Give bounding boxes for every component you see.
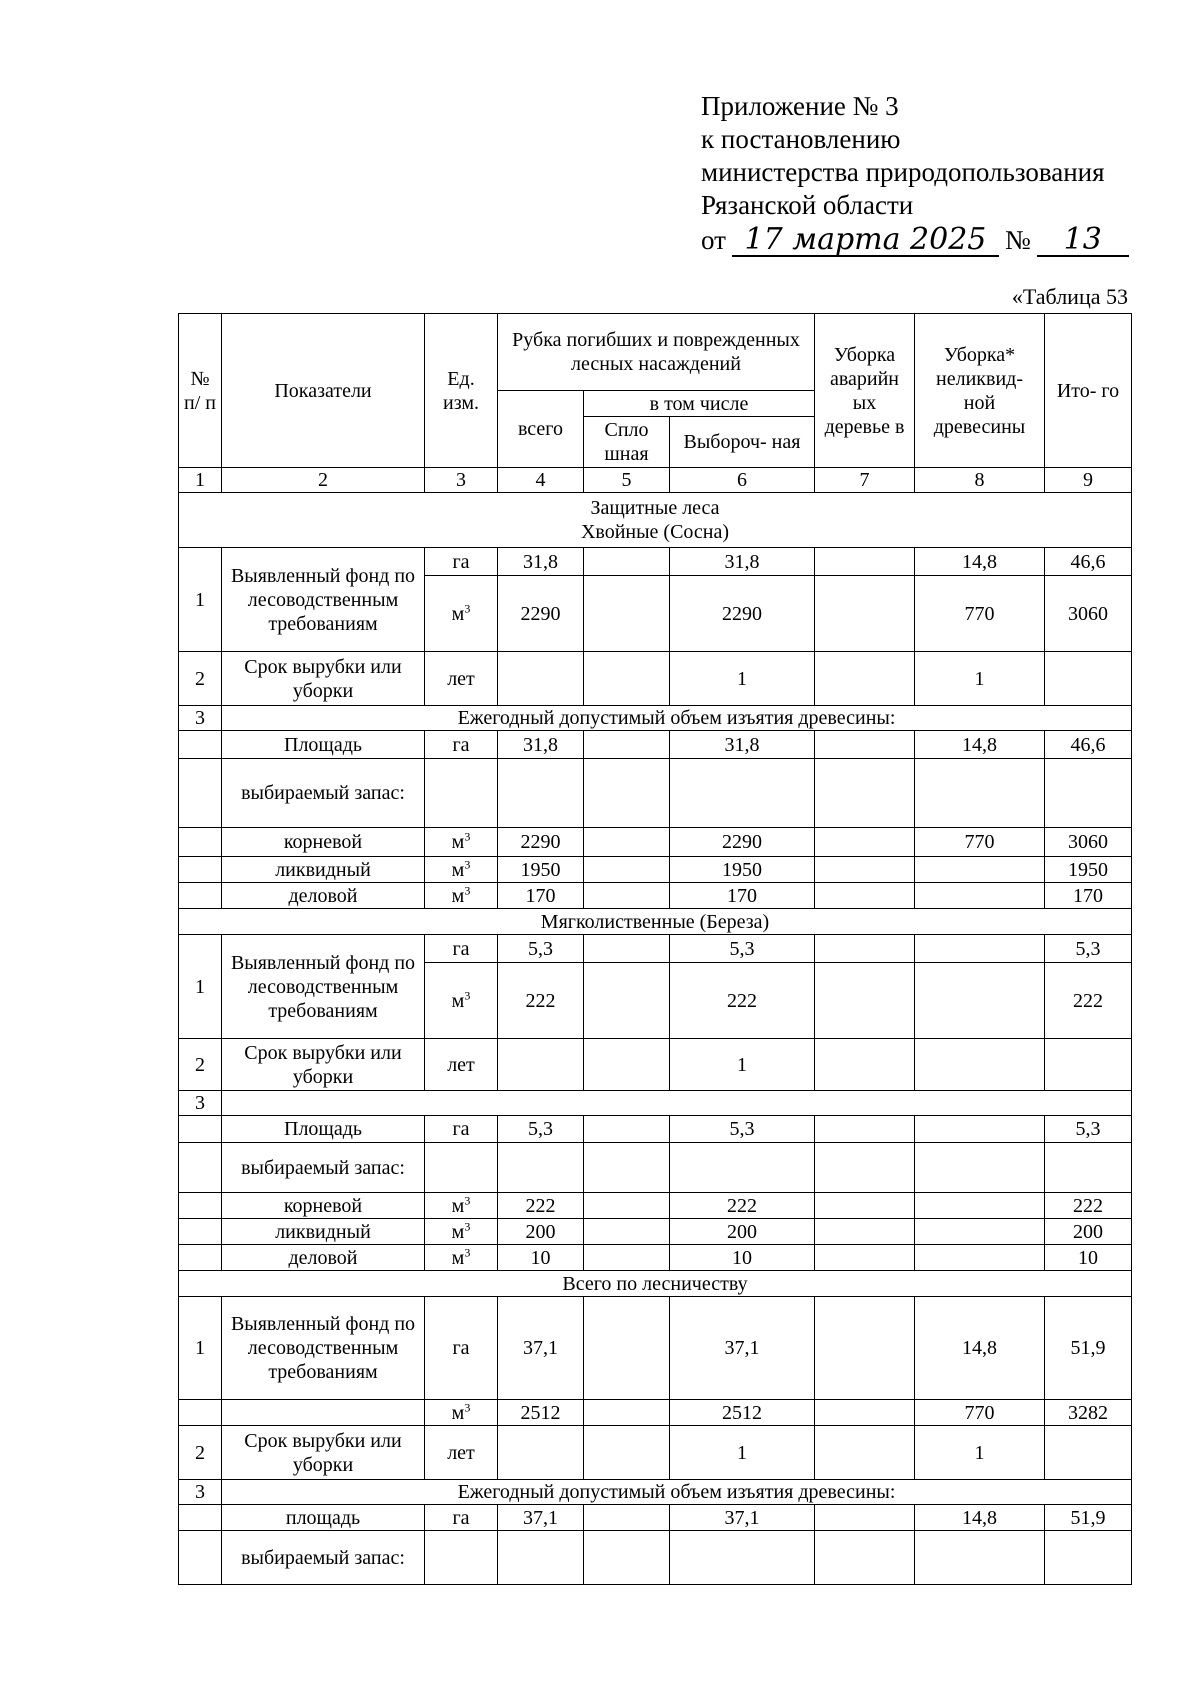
value-emergency [815,935,915,963]
col-number: 8 [915,468,1045,493]
unit-cell: га [425,548,498,576]
row-number: 1 [179,935,222,1039]
value-illiquid: 770 [915,576,1045,652]
table-row [179,1245,1132,1271]
unit-cell: $м^3$ [425,883,498,909]
table-row [179,1219,1132,1245]
value-illiquid: 14,8 [915,1505,1045,1531]
value-sum: 3060 [1045,828,1132,857]
value-sum: 3282 [1045,1400,1132,1426]
value-illiquid [915,1245,1045,1271]
appendix-line-2: к постановлению [701,124,901,154]
row-label: деловой [222,883,425,909]
col-number: 6 [670,468,815,493]
value-selective: 31,8 [670,548,815,576]
column-numbers-row [179,468,1132,493]
unit-cell: га [425,731,498,759]
value-total [498,652,584,706]
value-emergency [815,857,915,883]
value-selective: 31,8 [670,731,815,759]
value-illiquid [915,1193,1045,1219]
value-selective: 2290 [670,828,815,857]
value-total: 37,1 [498,1297,584,1400]
appendix-line-4: Рязанской области [701,190,914,220]
value-illiquid [915,1039,1045,1091]
table-row [179,759,1132,828]
col-header-clear: Спло шная [584,417,670,468]
row-label: корневой [222,828,425,857]
col-header-felling: Рубка погибших и поврежденных лесных насаждений [498,314,815,391]
value-emergency [815,1505,915,1531]
value-sum: 222 [1045,963,1132,1039]
value-clear [584,1297,670,1400]
value-clear [584,1116,670,1143]
row-number: 3 [179,1091,222,1116]
value-selective: 170 [670,883,815,909]
value-sum: 170 [1045,883,1132,909]
col-header-selective: Выбороч- ная [670,417,815,468]
value-emergency [815,576,915,652]
col-header-num: № п/ п [179,314,222,468]
value-total: 222 [498,1193,584,1219]
value-illiquid: 14,8 [915,731,1045,759]
section-title: Мягколиственные (Береза) [179,909,1132,935]
section-row-total [179,1271,1132,1297]
row-label: выбираемый запас: [222,759,425,828]
section-row-birch [179,909,1132,935]
row-number: 1 [179,1297,222,1400]
value-total: 170 [498,883,584,909]
value-total: 37,1 [498,1505,584,1531]
value-emergency [815,1400,915,1426]
value-sum: 200 [1045,1219,1132,1245]
value-selective: 1 [670,652,815,706]
table-row [179,883,1132,909]
unit-cell: лет [425,652,498,706]
value-total: 2290 [498,828,584,857]
col-number: 7 [815,468,915,493]
row-label: Площадь [222,731,425,759]
value-clear [584,828,670,857]
row-label: корневой [222,1193,425,1219]
value-clear [584,1039,670,1091]
value-clear [584,857,670,883]
value-illiquid: 770 [915,828,1045,857]
value-emergency [815,1219,915,1245]
unit-cell: $м^3$ [425,857,498,883]
value-emergency [815,883,915,909]
row-number: 1 [179,548,222,652]
row-label: деловой [222,1245,425,1271]
section-title: Всего по лесничеству [179,1271,1132,1297]
unit-cell: $м^3$ [425,1219,498,1245]
value-clear [584,963,670,1039]
value-clear [584,1193,670,1219]
col-header-illiquid: Уборка* неликвид- ной древесины [915,314,1045,468]
value-emergency [815,963,915,1039]
unit-cell: га [425,1297,498,1400]
col-header-including: в том числе [584,391,815,417]
unit-cell: $м^3$ [425,576,498,652]
row-label: Срок вырубки или уборки [222,652,425,706]
unit-cell: $м^3$ [425,828,498,857]
unit-cell: га [425,935,498,963]
col-header-indicators: Показатели [222,314,425,468]
value-emergency [815,1297,915,1400]
table-row [179,1400,1132,1426]
row-number: 3 [179,1480,222,1505]
value-selective: 1 [670,1426,815,1480]
value-total: 5,3 [498,935,584,963]
row-label: Выявленный фонд по лесоводственным требованиям [222,935,425,1039]
col-number: 1 [179,468,222,493]
value-illiquid: 770 [915,1400,1045,1426]
value-clear [584,652,670,706]
value-emergency [815,1039,915,1091]
table-row [179,1480,1132,1505]
col-header-emergency: Уборка аварийн ых деревье в [815,314,915,468]
unit-cell: лет [425,1039,498,1091]
table-row [179,1531,1132,1585]
value-selective: 10 [670,1245,815,1271]
value-clear [584,576,670,652]
value-selective: 1 [670,1039,815,1091]
table-row [179,731,1132,759]
col-header-unit: Ед. изм. [425,314,498,468]
value-total [498,1039,584,1091]
unit-cell: $м^3$ [425,1245,498,1271]
row-number: 2 [179,1426,222,1480]
table-row [179,548,1132,576]
value-sum [1045,652,1132,706]
header-row-1 [179,314,1132,391]
value-emergency [815,1245,915,1271]
value-illiquid: 14,8 [915,1297,1045,1400]
value-selective: 200 [670,1219,815,1245]
value-emergency [815,828,915,857]
value-emergency [815,1426,915,1480]
value-selective: 222 [670,1193,815,1219]
unit-cell: $м^3$ [425,1400,498,1426]
value-illiquid [915,883,1045,909]
value-total: 200 [498,1219,584,1245]
table-row [179,828,1132,857]
table-row [179,1505,1132,1531]
value-total: 222 [498,963,584,1039]
value-selective: 5,3 [670,1116,815,1143]
value-sum: 1950 [1045,857,1132,883]
unit-cell: га [425,1116,498,1143]
value-sum: 51,9 [1045,1297,1132,1400]
col-number: 2 [222,468,425,493]
value-selective: 2512 [670,1400,815,1426]
value-total: 31,8 [498,731,584,759]
row-label: Срок вырубки или уборки [222,1039,425,1091]
value-illiquid [915,1116,1045,1143]
unit-cell: $м^3$ [425,1193,498,1219]
value-selective: 37,1 [670,1297,815,1400]
value-illiquid [915,1219,1045,1245]
handwritten-number: 13 [1037,225,1129,257]
col-header-total-all: всего [498,391,584,468]
appendix-header [701,90,1171,257]
value-sum: 46,6 [1045,548,1132,576]
value-sum: 46,6 [1045,731,1132,759]
row-label: ликвидный [222,857,425,883]
unit-cell: га [425,1505,498,1531]
row-label: площадь [222,1505,425,1531]
table-row [179,1116,1132,1143]
value-selective: 5,3 [670,935,815,963]
table-caption: «Таблица 53 [1011,284,1128,309]
value-sum [1045,1426,1132,1480]
row-number: 2 [179,652,222,706]
value-total [498,1426,584,1480]
value-selective: 37,1 [670,1505,815,1531]
row-number: 2 [179,1039,222,1091]
value-total: 31,8 [498,548,584,576]
value-emergency [815,548,915,576]
value-selective: 222 [670,963,815,1039]
value-selective: 2290 [670,576,815,652]
table-row [179,652,1132,706]
table-row [179,1039,1132,1091]
value-total: 2290 [498,576,584,652]
col-number: 5 [584,468,670,493]
from-label: от [701,225,726,255]
col-number: 3 [425,468,498,493]
value-total: 1950 [498,857,584,883]
row-label: Ежегодный допустимый объем изъятия древесины: [222,1480,1132,1505]
table-row [179,706,1132,731]
row-label: выбираемый запас: [222,1143,425,1193]
col-number: 4 [498,468,584,493]
section-title: Защитные леса [590,497,720,519]
number-label: № [1004,225,1031,255]
row-label: Ежегодный допустимый объем изъятия древесины: [222,706,1132,731]
row-label: Выявленный фонд по лесоводственным требованиям [222,548,425,652]
value-sum: 10 [1045,1245,1132,1271]
table-row [179,1297,1132,1400]
table-row [179,1426,1132,1480]
value-emergency [815,731,915,759]
row-label: ликвидный [222,1219,425,1245]
col-number: 9 [1045,468,1132,493]
value-sum: 5,3 [1045,1116,1132,1143]
table-row [179,857,1132,883]
col-header-total: Ито- го [1045,314,1132,468]
value-clear [584,1219,670,1245]
value-clear [584,1505,670,1531]
section-subtitle: Хвойные (Сосна) [580,521,730,543]
value-clear [584,548,670,576]
value-emergency [815,652,915,706]
appendix-line-3: министерства природопользования [701,157,1105,187]
value-clear [584,935,670,963]
row-label: Выявленный фонд по лесоводственным требованиям [222,1297,425,1400]
value-clear [584,883,670,909]
harvest-table [178,313,1132,1585]
appendix-title: Приложение № 3 [701,91,899,121]
value-total: 2512 [498,1400,584,1426]
value-sum: 3060 [1045,576,1132,652]
decree-date-line [701,224,1171,257]
value-total: 10 [498,1245,584,1271]
value-sum: 51,9 [1045,1505,1132,1531]
value-sum: 5,3 [1045,935,1132,963]
value-illiquid [915,963,1045,1039]
value-illiquid: 1 [915,652,1045,706]
table-row [179,1193,1132,1219]
value-clear [584,731,670,759]
value-illiquid: 1 [915,1426,1045,1480]
value-illiquid [915,935,1045,963]
section-row-protective-pine [179,493,1132,548]
value-total: 5,3 [498,1116,584,1143]
value-illiquid [915,857,1045,883]
value-sum [1045,1039,1132,1091]
row-label: Срок вырубки или уборки [222,1426,425,1480]
unit-cell: лет [425,1426,498,1480]
value-illiquid: 14,8 [915,548,1045,576]
table-row [179,1091,1132,1116]
row-number: 3 [179,706,222,731]
table-row [179,1143,1132,1193]
value-emergency [815,1116,915,1143]
row-label: Площадь [222,1116,425,1143]
value-sum: 222 [1045,1193,1132,1219]
value-clear [584,1426,670,1480]
unit-cell: $м^3$ [425,963,498,1039]
value-emergency [815,1193,915,1219]
row-label: выбираемый запас: [222,1531,425,1585]
handwritten-date: 17 марта 2025 [732,225,999,257]
table-row [179,935,1132,963]
value-clear [584,1400,670,1426]
value-selective: 1950 [670,857,815,883]
value-clear [584,1245,670,1271]
